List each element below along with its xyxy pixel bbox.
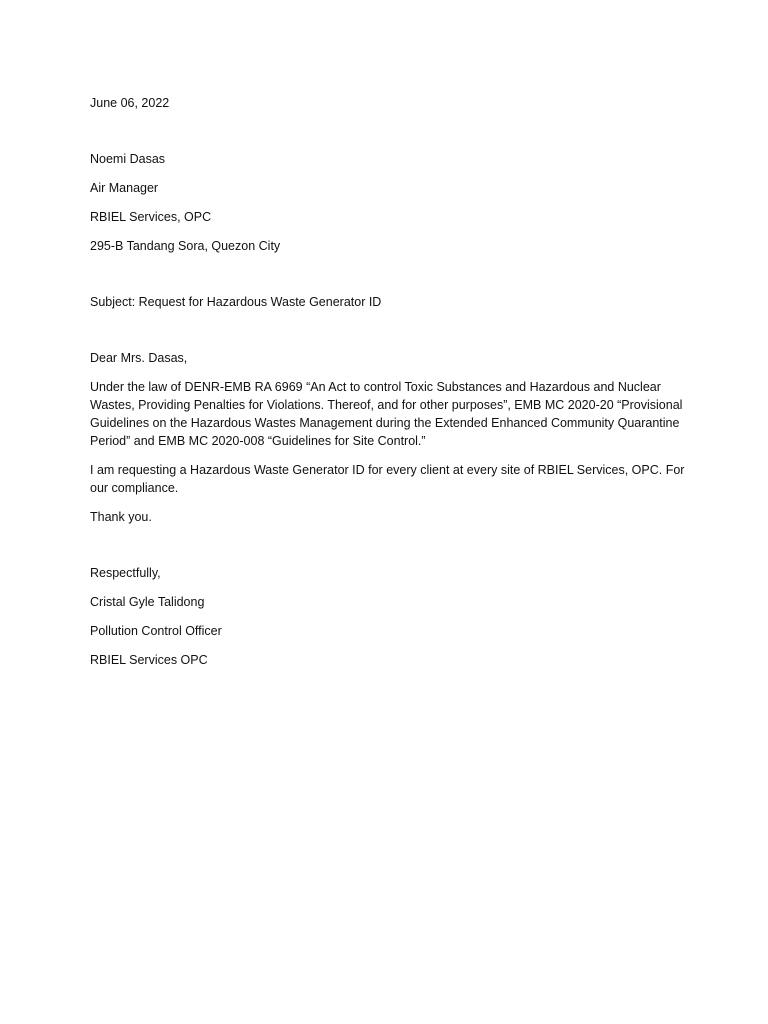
- sender-name: Cristal Gyle Talidong: [90, 595, 205, 609]
- signature-block: [90, 564, 690, 669]
- letter-salutation: Dear Mrs. Dasas,: [90, 351, 188, 365]
- recipient-title: Air Manager: [90, 181, 159, 195]
- letter-page: [90, 94, 690, 680]
- recipient-name: Noemi Dasas: [90, 152, 166, 166]
- body-paragraph-request: I am requesting a Hazardous Waste Generator ID for every client at every site of RBIEL Services, OPC. For our compliance.: [90, 463, 685, 495]
- letter-subject: Subject: Request for Hazardous Waste Generator ID: [90, 295, 382, 309]
- letter-date: June 06, 2022: [90, 96, 170, 110]
- sender-title: Pollution Control Officer: [90, 624, 222, 638]
- recipient-block: [90, 150, 690, 255]
- body-paragraph-law: Under the law of DENR-EMB RA 6969 “An Act to control Toxic Substances and Hazardous and Nuclear Wastes, Providing Penalties for Violations. Thereof, and for other purposes”, EMB MC 2020-20 “Provisional Guidelines on the Hazardous Wastes Management during the Extended Enhanced Community Quarantine Period” and EMB MC 2020-008 “Guidelines for Site Control.”: [90, 380, 683, 448]
- recipient-address: 295-B Tandang Sora, Quezon City: [90, 239, 281, 253]
- letter-thanks: Thank you.: [90, 510, 152, 524]
- sender-company: RBIEL Services OPC: [90, 653, 208, 667]
- recipient-company: RBIEL Services, OPC: [90, 210, 212, 224]
- letter-closing: Respectfully,: [90, 566, 161, 580]
